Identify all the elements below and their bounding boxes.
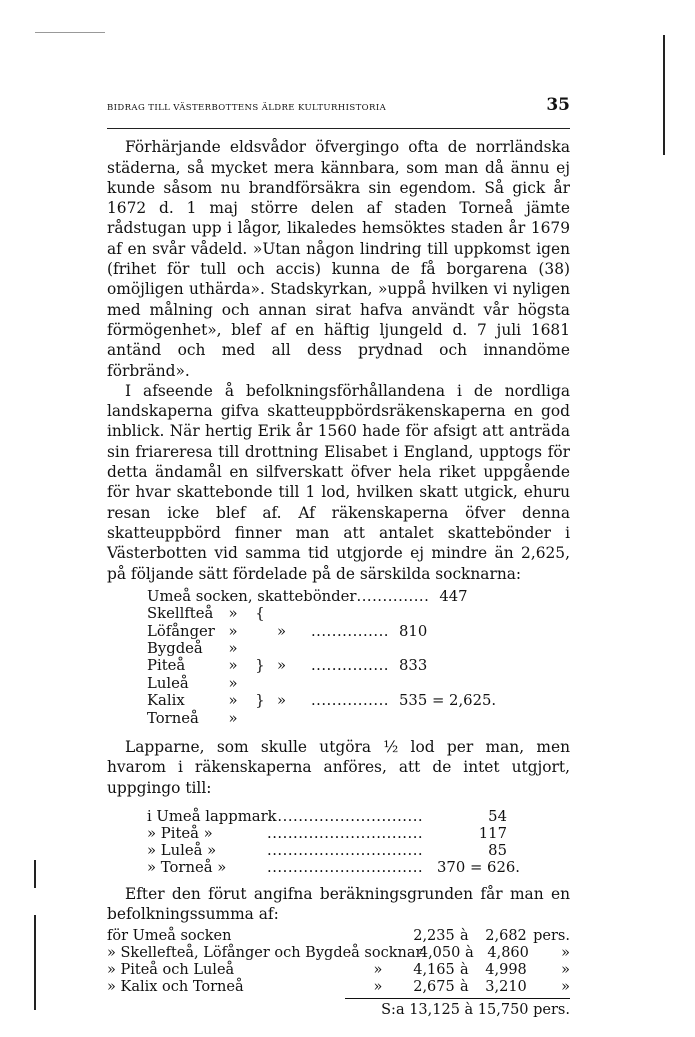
ditto-mark bbox=[359, 928, 397, 945]
ditto-mark: » bbox=[277, 622, 287, 640]
row-name: Luleå bbox=[147, 674, 189, 692]
ditto-mark bbox=[277, 640, 307, 657]
row-dots: .............................. bbox=[267, 841, 424, 859]
sum-value: S:a 13,125 à 15,750 pers. bbox=[381, 1001, 570, 1018]
running-title: BIDRAG TILL VÄSTERBOTTENS ÄLDRE KULTURHISTORIA bbox=[107, 103, 387, 113]
ditto-mark: » bbox=[277, 692, 287, 710]
table-row bbox=[147, 825, 570, 842]
row-a-mark: à bbox=[460, 978, 469, 995]
ditto-mark: » bbox=[228, 605, 238, 623]
row-value: 535 = 2,625. bbox=[399, 692, 497, 710]
table-row bbox=[107, 945, 570, 962]
scan-mark-top bbox=[35, 32, 105, 33]
scan-mark-left-1 bbox=[34, 860, 36, 888]
row-name: i Umeå lappmark bbox=[147, 807, 277, 825]
row-name: » Piteå » bbox=[147, 824, 213, 842]
row-value: 117 bbox=[478, 824, 507, 842]
scan-mark-left-2 bbox=[34, 915, 36, 1010]
row-unit: pers. bbox=[533, 928, 570, 945]
brace-mark: { bbox=[255, 605, 265, 623]
table-row bbox=[147, 710, 570, 727]
row-name: Piteå bbox=[147, 657, 186, 675]
row-dots: .............................. bbox=[267, 807, 424, 825]
row-dots: ............... bbox=[310, 622, 389, 640]
row-name: Kalix bbox=[147, 692, 185, 710]
table-row bbox=[147, 808, 570, 825]
row-dots bbox=[307, 710, 389, 727]
header-rule bbox=[107, 128, 570, 129]
row-name: för Umeå socken bbox=[107, 928, 232, 945]
brace-mark bbox=[243, 640, 277, 657]
table-row bbox=[147, 640, 570, 657]
table-row bbox=[147, 657, 570, 674]
row-name: » Skellefteå, Löfånger och Bygdeå socknar bbox=[107, 945, 423, 962]
row-unit: » bbox=[561, 978, 570, 995]
row-dots: ............... bbox=[310, 657, 389, 675]
ditto-mark: » bbox=[228, 657, 238, 675]
brace-mark: } bbox=[255, 657, 265, 675]
row-value-low: 4,165 bbox=[413, 962, 455, 979]
row-value-high: 2,682 bbox=[485, 928, 527, 945]
row-value-high: 3,210 bbox=[485, 978, 527, 995]
ditto-mark: » bbox=[228, 674, 238, 692]
sum-rule bbox=[345, 998, 570, 999]
row-dots bbox=[307, 675, 389, 692]
ditto-mark: » bbox=[228, 622, 238, 640]
page bbox=[107, 95, 570, 1018]
scan-mark-right bbox=[663, 35, 665, 155]
row-name: Torneå bbox=[147, 709, 199, 727]
skattebonder-table bbox=[147, 588, 570, 727]
paragraph: I afseende å befolkningsförhållandena i de nordliga landskaperna gifva skatteuppbördsräkenskaperna en god inblick. När hertig Erik år 1560 hade för afsigt att anträda sin friareresa till drottning Elisabet i England, upptogs för detta ändamål en silfverskatt öfver hela riket uppgående för hvar skattebonde till 1 lod, hvilken skatt utgick, ehuru resan icke blef af. Af räkenskaperna öfver denna skatteuppbörd finner man att antalet skattebönder i Västerbotten vid samma tid utgjorde ej mindre än 2,625, på följande sätt fördelade på de särskilda socknarna: bbox=[107, 381, 570, 583]
row-dots: ............... bbox=[310, 692, 389, 710]
row-name: » Torneå » bbox=[147, 858, 227, 876]
row-unit: » bbox=[561, 962, 570, 979]
row-value-low: 4,050 bbox=[418, 945, 461, 962]
row-value-low: 2,675 bbox=[413, 978, 455, 995]
row-name: Bygdeå bbox=[147, 640, 203, 657]
row-dots: .............. bbox=[356, 587, 430, 605]
ditto-mark bbox=[369, 945, 406, 962]
row-value-low: 2,235 bbox=[413, 928, 455, 945]
table-row bbox=[107, 962, 570, 979]
brace-mark bbox=[243, 710, 277, 727]
row-dots bbox=[307, 605, 389, 622]
page-number: 35 bbox=[546, 95, 570, 115]
paragraph: Lapparne, som skulle utgöra ½ lod per man, men hvarom i räkenskaperna anföres, att de intet utgjort, uppgingo till: bbox=[107, 737, 570, 797]
row-dots: .............................. bbox=[267, 824, 424, 842]
ditto-mark bbox=[277, 605, 307, 622]
table-row bbox=[147, 692, 570, 709]
row-value: 370 = 626. bbox=[437, 858, 520, 876]
ditto-mark: » bbox=[277, 657, 287, 675]
paragraph: Förhärjande eldsvådor öfvergingo ofta de norrländska städerna, så mycket mera kännbara, som man då ännu ej kunde såsom nu brandförsäkra sin egendom. Så gick år 1672 d. 1 maj större delen af staden Torneå jämte rådstugan upp i lågor, likaledes hemsöktes staden år 1679 af en svår vådeld. »Utan någon lindring till uppkomst igen (frihet för tull och accis) kunna de få borgarena (38) omöjligen uthärda». Stadskyrkan, »uppå hvilken vi nyligen med målning och annan sirat hafva användt vår högsta förmögenhet», blef af en häftig ljungeld d. 7 juli 1681 antänd och med all dess prydnad och innandöme förbränd». bbox=[107, 138, 570, 380]
ditto-mark: » bbox=[373, 962, 383, 979]
lappar-table bbox=[147, 808, 570, 876]
table-row bbox=[147, 623, 570, 640]
table-row bbox=[147, 675, 570, 692]
row-name: Skellfteå bbox=[147, 605, 214, 623]
row-value-high: 4,860 bbox=[487, 945, 529, 962]
table-row bbox=[147, 859, 570, 876]
row-a-mark: à bbox=[460, 962, 469, 979]
row-value: 447 bbox=[439, 587, 468, 605]
row-value: 54 bbox=[488, 807, 507, 825]
brace-mark bbox=[243, 623, 277, 640]
row-name: Löfånger bbox=[147, 622, 215, 640]
ditto-mark: » bbox=[228, 640, 238, 657]
sum-row bbox=[107, 1002, 570, 1019]
row-name: » Piteå och Luleå bbox=[107, 962, 235, 979]
row-a-mark: à bbox=[460, 928, 469, 945]
ditto-mark: » bbox=[373, 978, 383, 995]
row-name: » Kalix och Torneå bbox=[107, 978, 244, 995]
ditto-mark: » bbox=[228, 709, 238, 727]
paragraph: Efter den förut angifna beräkningsgrunden får man en befolkningssumma af: bbox=[107, 884, 570, 924]
row-value: 85 bbox=[488, 841, 507, 859]
brace-mark: } bbox=[255, 692, 265, 710]
row-dots bbox=[307, 640, 389, 657]
row-value: 833 bbox=[399, 657, 428, 675]
table-row bbox=[107, 979, 570, 996]
ditto-mark bbox=[277, 675, 307, 692]
row-value: 810 bbox=[399, 622, 428, 640]
row-dots: .............................. bbox=[267, 858, 424, 876]
ditto-mark: » bbox=[228, 692, 238, 710]
row-unit: » bbox=[561, 945, 570, 962]
table-row bbox=[147, 605, 570, 622]
row-name: Umeå socken, skattebönder bbox=[147, 587, 357, 605]
running-header bbox=[107, 95, 570, 118]
ditto-mark bbox=[277, 710, 307, 727]
row-name: » Luleå » bbox=[147, 841, 217, 859]
befolkning-table bbox=[107, 928, 570, 1018]
row-a-mark: à bbox=[465, 945, 474, 962]
table-row bbox=[147, 842, 570, 859]
table-row bbox=[147, 588, 570, 605]
table-row bbox=[107, 928, 570, 945]
brace-mark bbox=[243, 675, 277, 692]
row-value-high: 4,998 bbox=[485, 962, 527, 979]
